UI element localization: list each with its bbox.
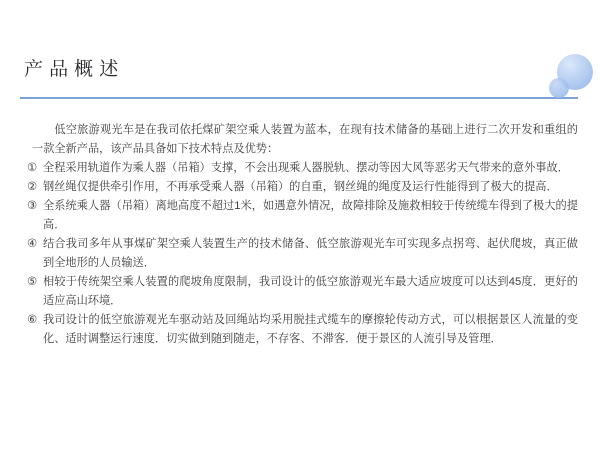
title-divider [20,97,578,99]
intro-paragraph: 低空旅游观光车是在我司依托煤矿架空乘人装置为蓝本，在现有技术储备的基础上进行二次开发和重组的一款全新产品，该产品具备如下技术特点及优势： [32,124,578,155]
feature-text: 全程采用轨道作为乘人器（吊箱）支撑，不会出现乘人器脱轨、摆动等因大风等恶劣天气带来的意外事故． [43,162,569,174]
feature-item [26,311,578,349]
feature-number: ① [27,162,38,174]
feature-item [26,159,578,178]
feature-list [26,159,578,349]
feature-text: 全系统乘人器（吊箱）离地高度不超过1米，如遇意外情况，故障排除及施救相较于传统缆车得到了极大的提高． [43,200,578,231]
feature-item [26,235,578,273]
decorative-circle-small-icon [549,78,569,98]
feature-item [26,197,578,235]
feature-item [26,273,578,311]
feature-number: ⑤ [27,276,38,288]
feature-text: 我司设计的低空旅游观光车驱动站及回绳站均采用脱挂式缆车的摩擦轮传动方式，可以根据景区人流量的变化、适时调整运行速度．切实做到随到随走，不存客、不滞客．便于景区的人流引导及管理． [43,314,578,345]
feature-number: ③ [27,200,38,212]
slide-body [26,121,578,349]
feature-number: ④ [27,238,38,250]
feature-number: ② [27,181,38,193]
feature-text: 相较于传统架空乘人装置的爬坡角度限制，我司设计的低空旅游观光车最大适应坡度可以达到45度．更好的适应高山环境． [43,276,578,307]
page-title: 产品概述 [24,59,125,80]
feature-item [26,178,578,197]
feature-text: 钢丝绳仅提供牵引作用，不再承受乘人器（吊箱）的自重，钢丝绳的绳度及运行性能得到了极大的提高． [43,181,558,193]
feature-text: 结合我司多年从事煤矿架空乘人装置生产的技术储备、低空旅游观光车可实现多点拐弯、起伏爬坡，真正做到全地形的人员输送． [43,238,578,269]
feature-number: ⑥ [27,314,38,326]
